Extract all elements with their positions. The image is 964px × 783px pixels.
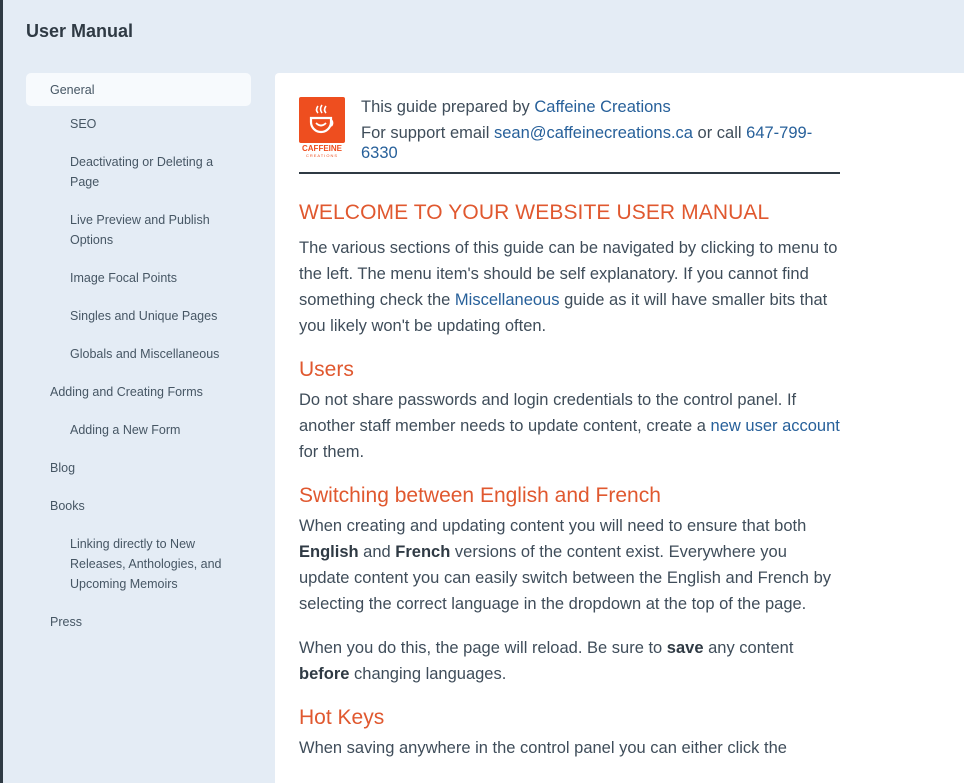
miscellaneous-link[interactable]: Miscellaneous — [454, 291, 560, 309]
lang-bold-french: French — [395, 543, 451, 561]
manual-content — [299, 97, 840, 761]
sidebar-nav — [26, 73, 251, 632]
lang-text-3: versions of the content exist. Everywhere you update content you can easily switch between the English and French by selecting the correct language in the dropdown at the top of the page. — [299, 543, 831, 613]
main-content-panel — [275, 73, 964, 783]
welcome-heading: WELCOME TO YOUR WEBSITE USER MANUAL — [299, 201, 770, 224]
sidebar-item-general[interactable]: General — [26, 73, 251, 106]
support-phone-link[interactable]: 647-799-6330 — [361, 124, 813, 162]
credits-header — [299, 97, 840, 174]
reload-bold-before: before — [299, 665, 350, 683]
hotkeys-heading: Hot Keys — [299, 706, 385, 729]
users-text-2: for them. — [299, 443, 365, 461]
sidebar-item-seo[interactable]: SEO — [70, 117, 97, 131]
caffeine-creations-link[interactable]: Caffeine Creations — [534, 98, 671, 116]
reload-bold-save: save — [666, 639, 704, 657]
reload-text-1: When you do this, the page will reload. Be sure to — [299, 639, 667, 657]
reload-text-2: any content — [703, 639, 794, 657]
reload-text-3: changing languages. — [349, 665, 507, 683]
sidebar-item-live-preview[interactable]: Live Preview and Publish Options — [70, 213, 210, 247]
sidebar-item-image-focal-points[interactable]: Image Focal Points — [70, 271, 177, 285]
sidebar-item-forms[interactable]: Adding and Creating Forms — [50, 385, 203, 399]
lang-text-2: and — [358, 543, 396, 561]
credit-lines — [361, 97, 840, 169]
welcome-text-2: guide as it will have smaller bits that you likely won't be updating often. — [299, 291, 828, 335]
logo-subtext: CREATIONS — [305, 153, 339, 158]
sidebar-item-linking-releases[interactable]: Linking directly to New Releases, Anthologies, and Upcoming Memoirs — [70, 537, 222, 591]
prepared-by-text: This guide prepared by — [361, 98, 535, 116]
caffeine-creations-logo — [299, 97, 345, 158]
welcome-text-1: The various sections of this guide can be navigated by clicking to menu to the left. The menu item's should be self explanatory. If you cannot find something check the — [299, 239, 838, 309]
users-paragraph — [299, 387, 840, 465]
sidebar-item-new-form[interactable]: Adding a New Form — [70, 423, 181, 437]
sidebar-item-deactivating-deleting[interactable]: Deactivating or Deleting a Page — [70, 155, 214, 189]
language-heading: Switching between English and French — [299, 484, 661, 507]
sidebar-item-blog[interactable]: Blog — [50, 461, 76, 475]
reload-paragraph — [299, 635, 840, 687]
users-heading: Users — [299, 358, 354, 381]
coffee-cup-icon — [299, 97, 345, 143]
lang-bold-english: English — [299, 543, 359, 561]
logo-wordmark: CAFFEINE — [302, 144, 342, 153]
new-user-account-link[interactable]: new user account — [710, 417, 840, 435]
sidebar-item-singles[interactable]: Singles and Unique Pages — [70, 309, 218, 323]
sidebar-item-press[interactable]: Press — [50, 615, 82, 629]
users-text-1: Do not share passwords and login credentials to the control panel. If another staff member needs to update content, create a — [299, 391, 797, 435]
sidebar-item-books[interactable]: Books — [50, 499, 85, 513]
support-text: For support email — [361, 124, 494, 142]
support-email-link[interactable]: sean@caffeinecreations.ca — [493, 124, 693, 142]
welcome-paragraph — [299, 235, 840, 339]
prepared-by-line — [361, 97, 840, 117]
support-line — [361, 123, 840, 163]
lang-text-1: When creating and updating content you will need to ensure that both — [299, 517, 807, 535]
window-edge — [0, 0, 3, 783]
hotkeys-paragraph: When saving anywhere in the control panel you can either click the — [299, 739, 787, 757]
language-paragraph — [299, 513, 840, 617]
sidebar-item-globals[interactable]: Globals and Miscellaneous — [70, 347, 220, 361]
app-title: User Manual — [26, 21, 134, 41]
support-or-call-text: or call — [692, 124, 747, 142]
